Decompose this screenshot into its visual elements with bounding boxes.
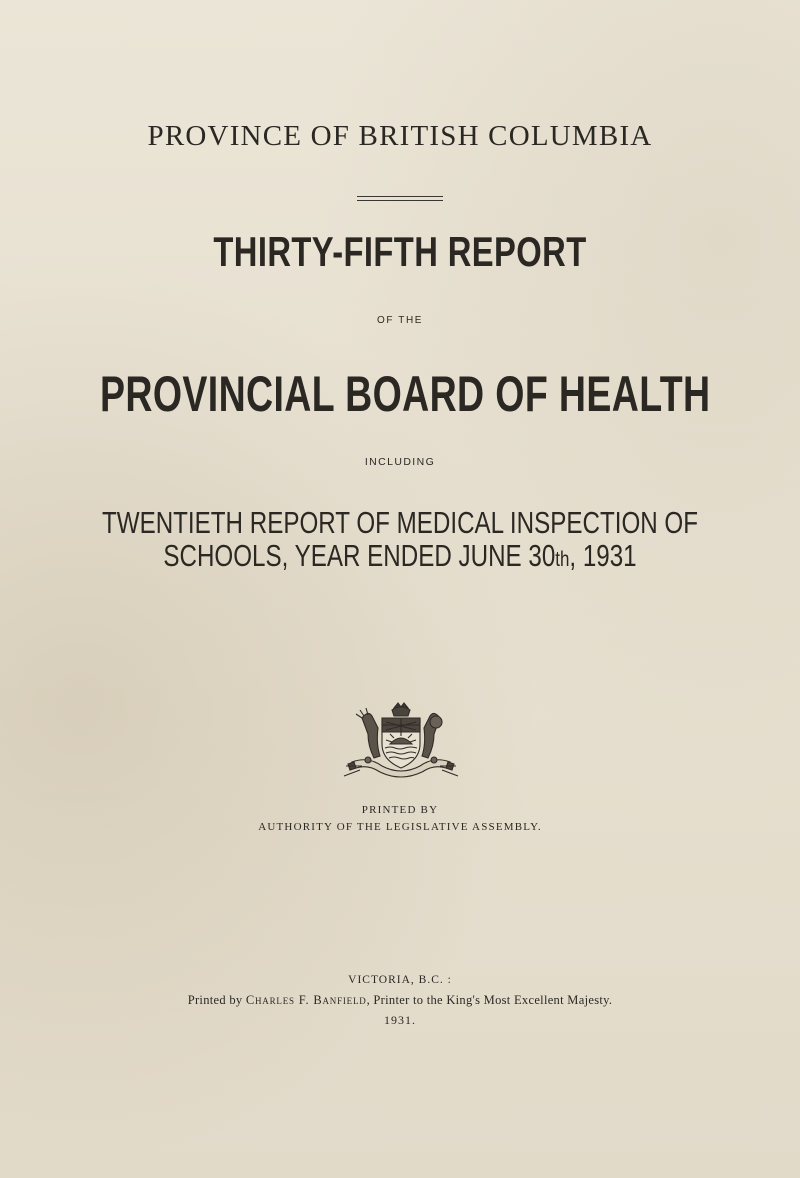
subtitle-ordinal-suffix: th [555,546,570,571]
including-label: INCLUDING [364,456,436,468]
report-title: THIRTY-FIFTH REPORT [213,228,587,275]
imprint-printer-name: Charles F. Banfield [245,993,367,1007]
double-rule-top [357,196,443,197]
board-title: PROVINCIAL BOARD OF HEALTH [100,366,711,422]
subtitle-line-1: TWENTIETH REPORT OF MEDICAL INSPECTION OF [101,505,699,540]
imprint-year: 1931. [384,1013,416,1027]
of-the-label: OF THE [376,315,424,326]
province-heading: PROVINCE OF BRITISH COLUMBIA [147,120,653,152]
authority-line: AUTHORITY OF THE LEGISLATIVE ASSEMBLY. [258,821,542,833]
imprint-printer-line [0,993,800,1008]
subtitle-line-2-year: , 1931 [569,538,637,573]
subtitle-line-2 [88,538,712,574]
imprint-place: VICTORIA, B.C. : [348,974,452,986]
printed-by-label: PRINTED BY [361,804,439,816]
imprint-printed-by: Printed by [187,993,243,1007]
double-rule-bottom [357,200,443,201]
coat-of-arms-icon [338,700,464,782]
subtitle-line-2-main: SCHOOLS, YEAR ENDED JUNE 30 [163,538,556,573]
imprint-printer-title: , Printer to the King's Most Excellent Majesty. [366,993,613,1007]
